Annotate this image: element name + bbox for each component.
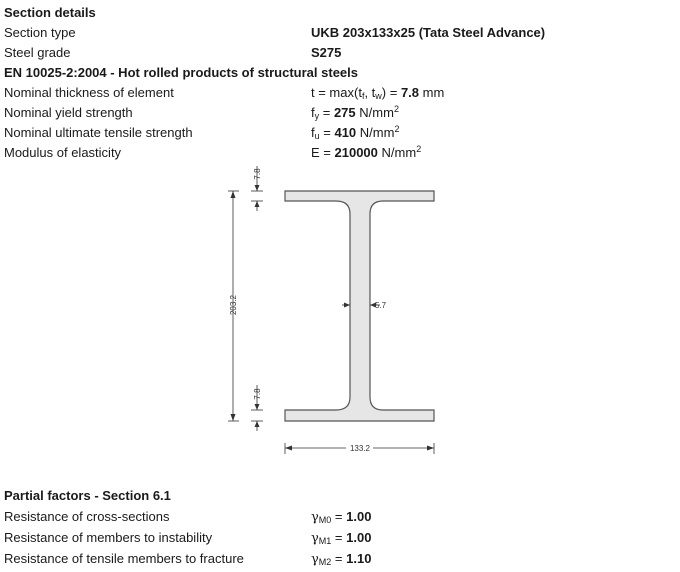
yield-value: 275 [333,105,356,120]
gamma-m2-formula: γM2 = 1.10 [311,551,372,567]
thickness-label: Nominal thickness of element [4,85,174,100]
ultimate-formula: $f_u = 410$ $N/mm^2$ [311,124,400,141]
gamma-m0-formula: γM0 = 1.00 [311,509,372,525]
top-flange-label: 7.8 [253,168,262,180]
width-label: 133.2 [349,444,371,453]
yield-formula: $f_y = 275$ $N/mm^2$ [311,104,399,121]
gamma-m2-value: 1.10 [346,551,372,566]
partial-factors-heading: Partial factors - Section 6.1 [4,488,171,503]
i-beam-section [285,191,434,421]
steel-grade-label: Steel grade [4,45,71,60]
gamma-m1-formula: γM1 = 1.00 [311,530,372,546]
ultimate-label: Nominal ultimate tensile strength [4,125,193,140]
bottom-flange-label: 7.8 [253,388,262,400]
instability-row [4,528,680,548]
section-details-heading: Section details [4,5,96,20]
depth-label: 203.2 [229,294,238,316]
instability-label: Resistance of members to instability [4,530,213,545]
ultimate-row [4,123,680,143]
yield-row [4,103,680,123]
section-type-label: Section type [4,25,76,40]
steel-grade-value: S275 [311,45,342,60]
section-type-value: UKB 203x133x25 (Tata Steel Advance) [311,25,546,40]
fracture-row [4,549,680,569]
ultimate-value: 410 [334,125,357,140]
fracture-label: Resistance of tensile members to fracture [4,551,244,566]
standard-heading: EN 10025-2:2004 - Hot rolled products of structural steels [4,65,358,80]
cross-section-row [4,507,680,527]
section-diagram [0,160,680,460]
thickness-row [4,83,680,103]
section-type-row [4,23,680,43]
steel-grade-row [4,43,680,63]
web-label: 5.7 [375,301,387,310]
modulus-value: 210000 [334,145,378,160]
modulus-formula: E = 210000 $N/mm^2$ [311,144,422,160]
cross-section-label: Resistance of cross-sections [4,509,170,524]
yield-label: Nominal yield strength [4,105,133,120]
thickness-value: 7.8 [400,85,420,100]
gamma-m0-value: 1.00 [346,509,372,524]
gamma-m1-value: 1.00 [346,530,372,545]
thickness-formula: $t = \max(t_f$, $t_w) = 7.8$ mm [311,85,445,101]
modulus-label: Modulus of elasticity [4,145,122,160]
